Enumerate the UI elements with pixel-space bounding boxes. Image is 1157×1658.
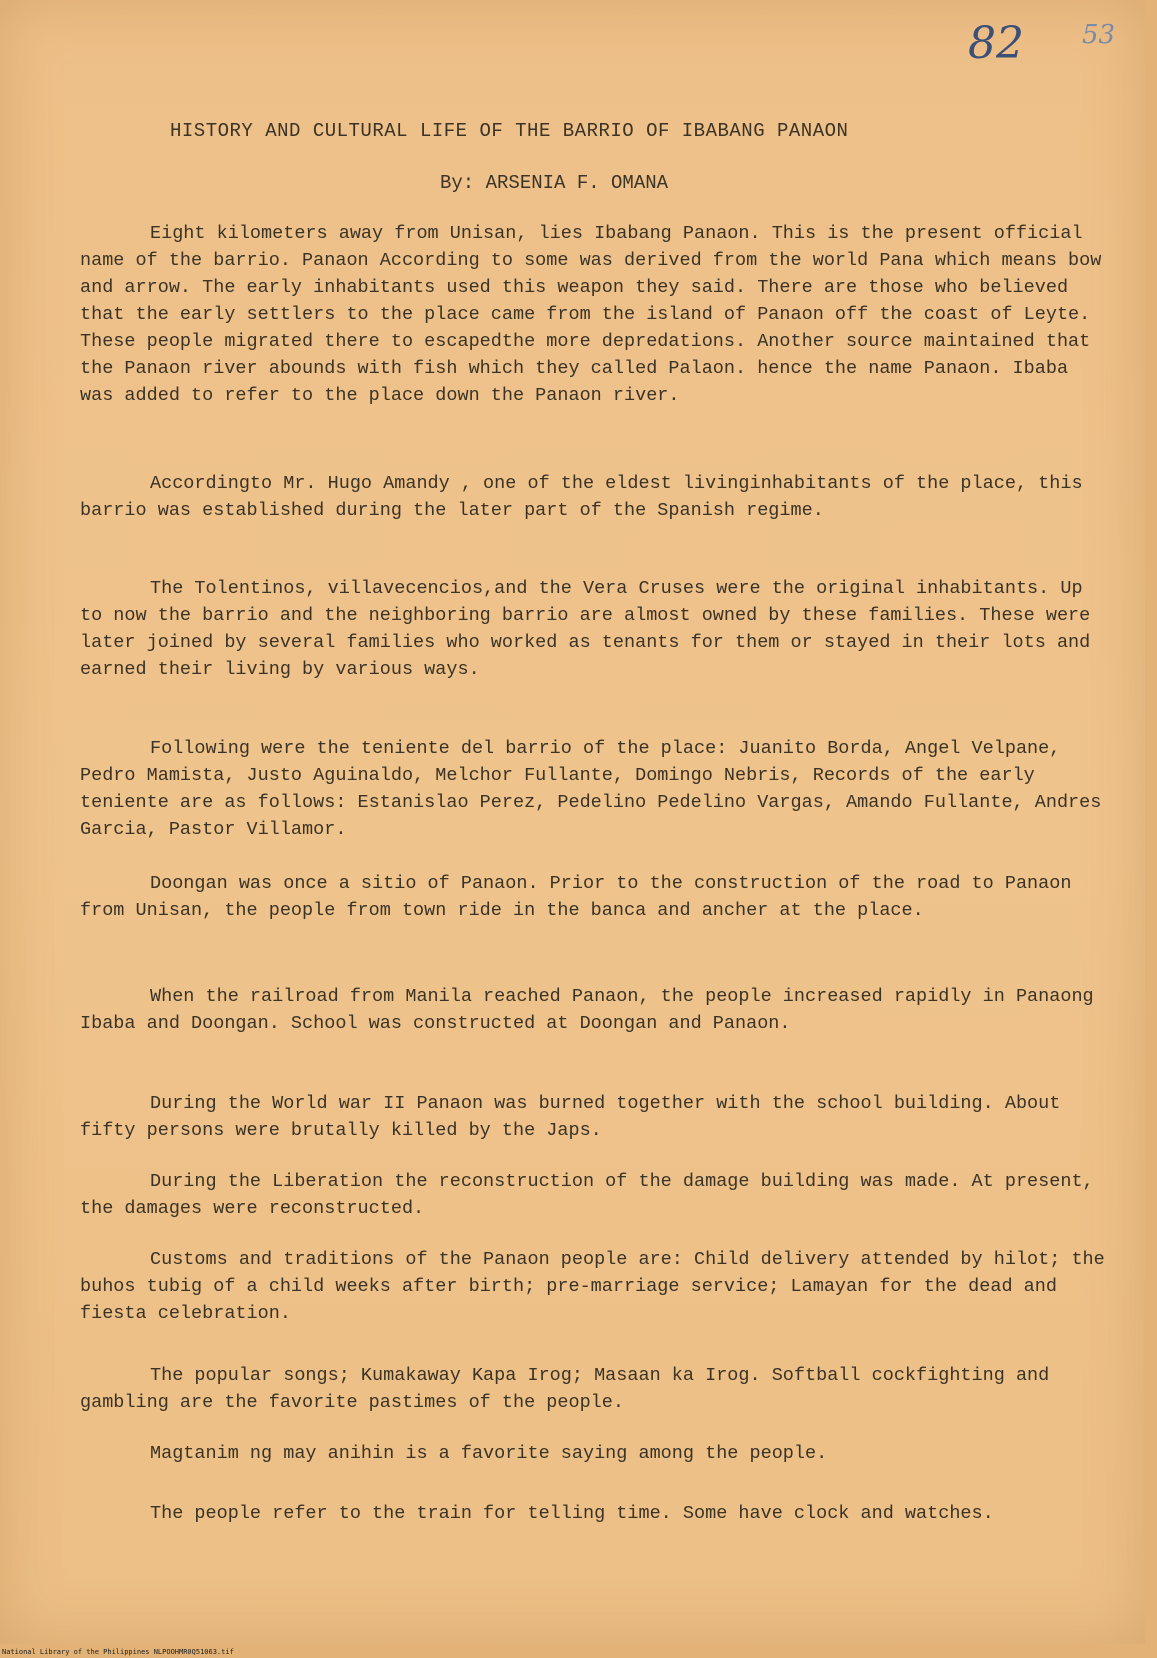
paragraph-inhabitants: The Tolentinos, villavecencios,and the Vera Cruses were the original inhabitants. Up to now the barrio and the neighboring barrio are almost owned by these families. These were later joined by several families who worked as tenants for them or stayed in their lots and earned their living by various ways. — [80, 578, 1102, 680]
document-title: HISTORY AND CULTURAL LIFE OF THE BARRIO OF IBABANG PANAON — [170, 120, 849, 142]
paragraph-liberation: During the Liberation the reconstruction of the damage building was made. At present, the damages were reconstructed. — [80, 1171, 1105, 1219]
paragraph-tenientes: Following were the teniente del barrio of the place: Juanito Borda, Angel Velpane, Pedro Mamista, Justo Aguinaldo, Melchor Fullante, Domingo Nebris, Records of the early teniente are as follows: Estanislao Perez, Pedelino Pedelino Vargas, Amando Fullante, Andres Garcia, Pastor Villamor. — [80, 738, 1113, 840]
paragraph-railroad: When the railroad from Manila reached Panaon, the people increased rapidly in Panaong Ibaba and Doongan. School was constructed at Doongan and Panaon. — [80, 986, 1105, 1034]
paragraph-world-war: During the World war II Panaon was burned together with the school building. About fifty persons were brutally killed by the Japs. — [80, 1093, 1072, 1141]
author-byline: By: ARSENIA F. OMANA — [440, 172, 669, 194]
paragraph-pastimes: The popular songs; Kumakaway Kapa Irog; Masaan ka Irog. Softball cockfighting and gambling are the favorite pastimes of the people. — [80, 1365, 1061, 1413]
scan-footer: National Library of the Philippines NLPOOHMR0Q51063.tif — [2, 1648, 234, 1656]
paragraph-doongan: Doongan was once a sitio of Panaon. Prior to the construction of the road to Panaon from Unisan, the people from town ride in the banca and ancher at the place. — [80, 873, 1083, 921]
paragraph-origin: Eight kilometers away from Unisan, lies Ibabang Panaon. This is the present official name of the barrio. Panaon According to some was derived from the world Pana which means bow and arrow. The early inhabitants used this weapon they said. There are those who believed that the early settlers to the place came from the island of Panaon off the coast of Leyte. These people migrated there to escapedthe more depredations. Another source maintained that the Panaon river abounds with fish which they called Palaon. hence the name Panaon. Ibaba was added to refer to the place down the Panaon river. — [80, 223, 1113, 406]
paragraph-saying: Magtanim ng may anihin is a favorite saying among the people. — [150, 1443, 828, 1464]
paragraph-customs: Customs and traditions of the Panaon people are: Child delivery attended by hilot; the buhos tubig of a child weeks after birth; pre-marriage service; Lamayan for the dead and fiesta celebration. — [80, 1249, 1116, 1324]
page-number: 82 — [968, 18, 1024, 69]
paragraph-time: The people refer to the train for telling time. Some have clock and watches. — [150, 1503, 994, 1524]
page-number-alt: 53 — [1082, 20, 1116, 50]
paragraph-establishment: Accordingto Mr. Hugo Amandy , one of the eldest livinginhabitants of the place, this barrio was established during the later part of the Spanish regime. — [80, 473, 1094, 521]
